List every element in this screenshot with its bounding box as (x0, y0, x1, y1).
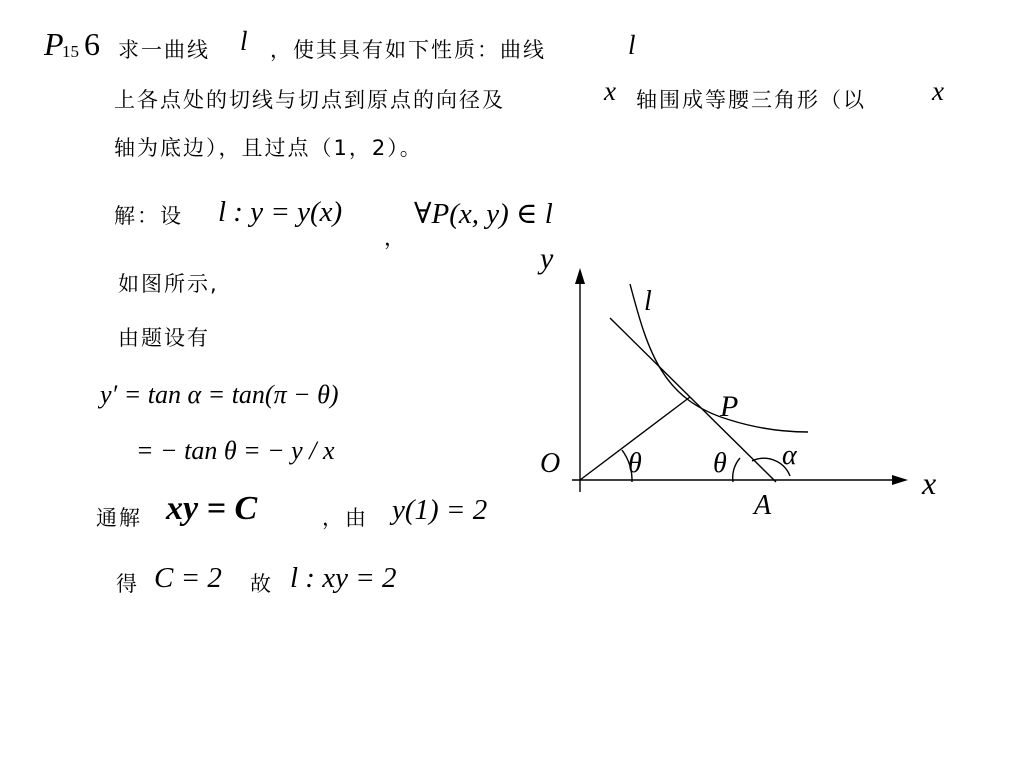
final-answer: l : xy = 2 (290, 562, 397, 594)
equation-line-2: = − tan θ = − y / x (136, 436, 335, 465)
problem-line1-var2: l (628, 30, 636, 60)
angle-arc-theta-right (733, 458, 740, 482)
equation-line-1: y′ = tan α = tan(π − θ) (100, 380, 339, 409)
solution-comma: ， (384, 226, 407, 250)
problem-line1-var1: l (240, 26, 248, 56)
problem-letter: P (44, 26, 64, 62)
general-solution: xy = C (166, 490, 258, 527)
forall-expression: ∀P(x, y) ∈ l (414, 198, 553, 230)
problem-number: 6 (84, 26, 100, 62)
problem-line2-b: 轴围成等腰三角形（以 (636, 88, 866, 112)
angle-theta-left-label: θ (628, 448, 642, 479)
problem-line1-a: 求一曲线 (118, 38, 210, 62)
problem-line2-x2: x (932, 76, 944, 106)
y-axis-label: y (540, 242, 554, 275)
angle-alpha-label: α (782, 440, 797, 471)
by-problem-text: 由题设有 (118, 326, 210, 350)
point-a-label: A (754, 490, 772, 521)
general-solution-label: 通解 (96, 506, 142, 530)
x-axis-arrow (892, 475, 908, 485)
curve-definition: l : y = y(x) (218, 196, 343, 228)
solution-intro-label: 解：设 (114, 204, 183, 228)
problem-line3: 轴为底边），且过点（1，2）。 (114, 136, 423, 160)
c-value: C = 2 (154, 562, 222, 594)
get-label: 得 (116, 572, 139, 596)
initial-condition: y(1) = 2 (392, 494, 488, 526)
problem-line1-b: ，使其具有如下性质：曲线 (270, 38, 546, 62)
angle-theta-right-label: θ (713, 448, 727, 479)
problem-page-subscript: 15 (62, 42, 79, 61)
by-label: ，由 (322, 506, 368, 530)
point-p-label: P (720, 390, 739, 423)
y-axis-arrow (575, 268, 585, 284)
problem-line2-a: 上各点处的切线与切点到原点的向径及 (114, 88, 505, 112)
curve-l (630, 284, 808, 432)
as-shown-text: 如图所示, (118, 272, 219, 296)
curve-label: l (644, 286, 652, 317)
origin-label: O (540, 448, 561, 479)
x-axis-label: x (922, 465, 937, 501)
therefore-label: 故 (250, 572, 273, 596)
problem-line2-x1: x (604, 76, 616, 106)
